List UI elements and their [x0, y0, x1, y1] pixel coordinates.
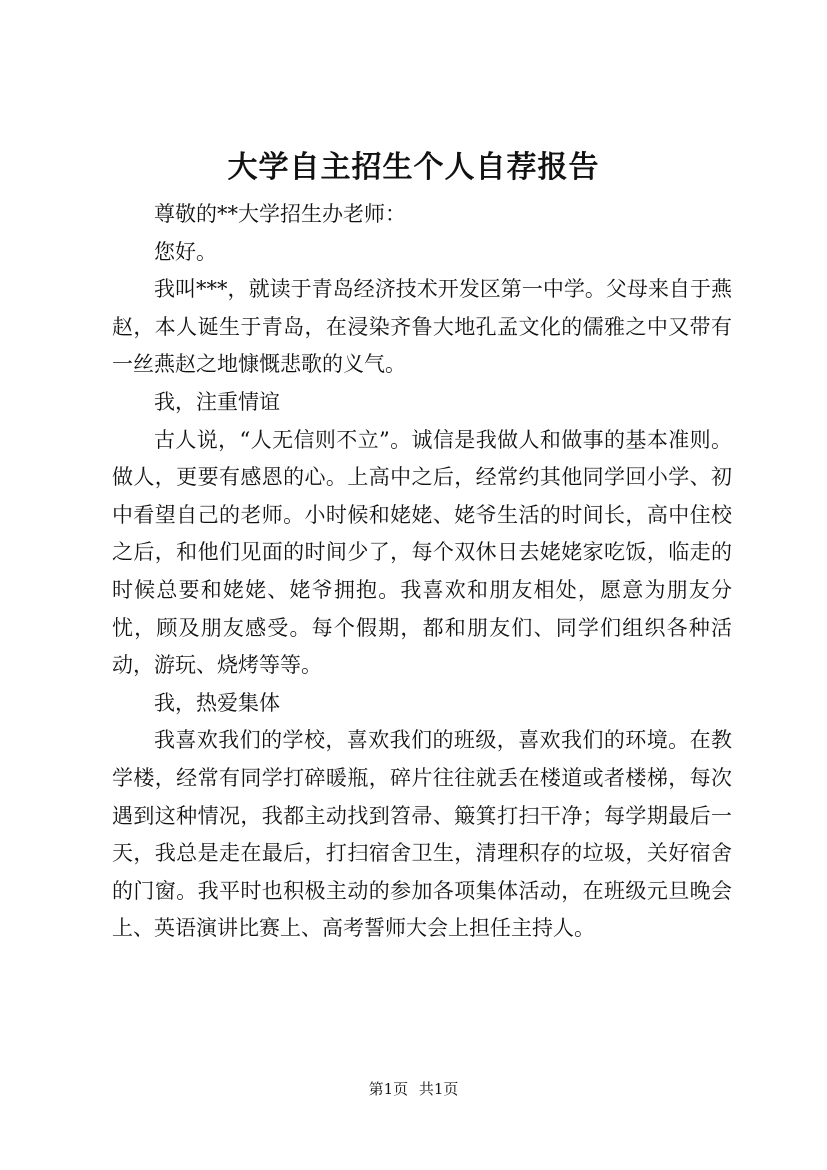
intro-paragraph: 我叫***，就读于青岛经济技术开发区第一中学。父母来自于燕赵，本人诞生于青岛，在浸染齐鲁大地孔孟文化的儒雅之中又带有一丝燕赵之地慷慨悲歌的义气。	[112, 277, 732, 377]
greeting: 您好。	[154, 239, 217, 264]
salutation: 尊敬的**大学招生办老师：	[154, 202, 406, 226]
friendship-paragraph: 古人说，“人无信则不立”。诚信是我做人和做事的基本准则。做人，更要有感恩的心。上高中之后，经常约其他同学回小学、初中看望自己的老师。小时候和姥姥、姥爷生活的时间长，高中住校之后，和他们见面的时间少了，每个双休日去姥姥家吃饭，临走的时候总要和姥姥、姥爷拥抱。我喜欢和朋友相处，愿意为朋友分忧，顾及朋友感受。每个假期，都和朋友们、同学们组织各种活动，游玩、烧烤等等。	[112, 427, 732, 678]
page-number: 第1页	[368, 1080, 409, 1098]
document-body	[112, 196, 732, 948]
page-total: 共1页	[418, 1080, 459, 1098]
section-heading-friendship: 我，注重情谊	[154, 389, 280, 414]
page-footer	[0, 1078, 827, 1100]
document-title: 大学自主招生个人自荐报告	[227, 150, 600, 185]
section-heading-collective: 我，热爱集体	[154, 690, 280, 715]
collective-paragraph: 我喜欢我们的学校，喜欢我们的班级，喜欢我们的环境。在教学楼，经常有同学打碎暖瓶，碎片往往就丢在楼道或者楼梯，每次遇到这种情况，我都主动找到笤帚、簸箕打扫干净；每学期最后一天，我总是走在最后，打扫宿舍卫生，清理积存的垃圾，关好宿舍的门窗。我平时也积极主动的参加各项集体活动，在班级元旦晚会上、英语演讲比赛上、高考誓师大会上担任主持人。	[112, 728, 732, 941]
